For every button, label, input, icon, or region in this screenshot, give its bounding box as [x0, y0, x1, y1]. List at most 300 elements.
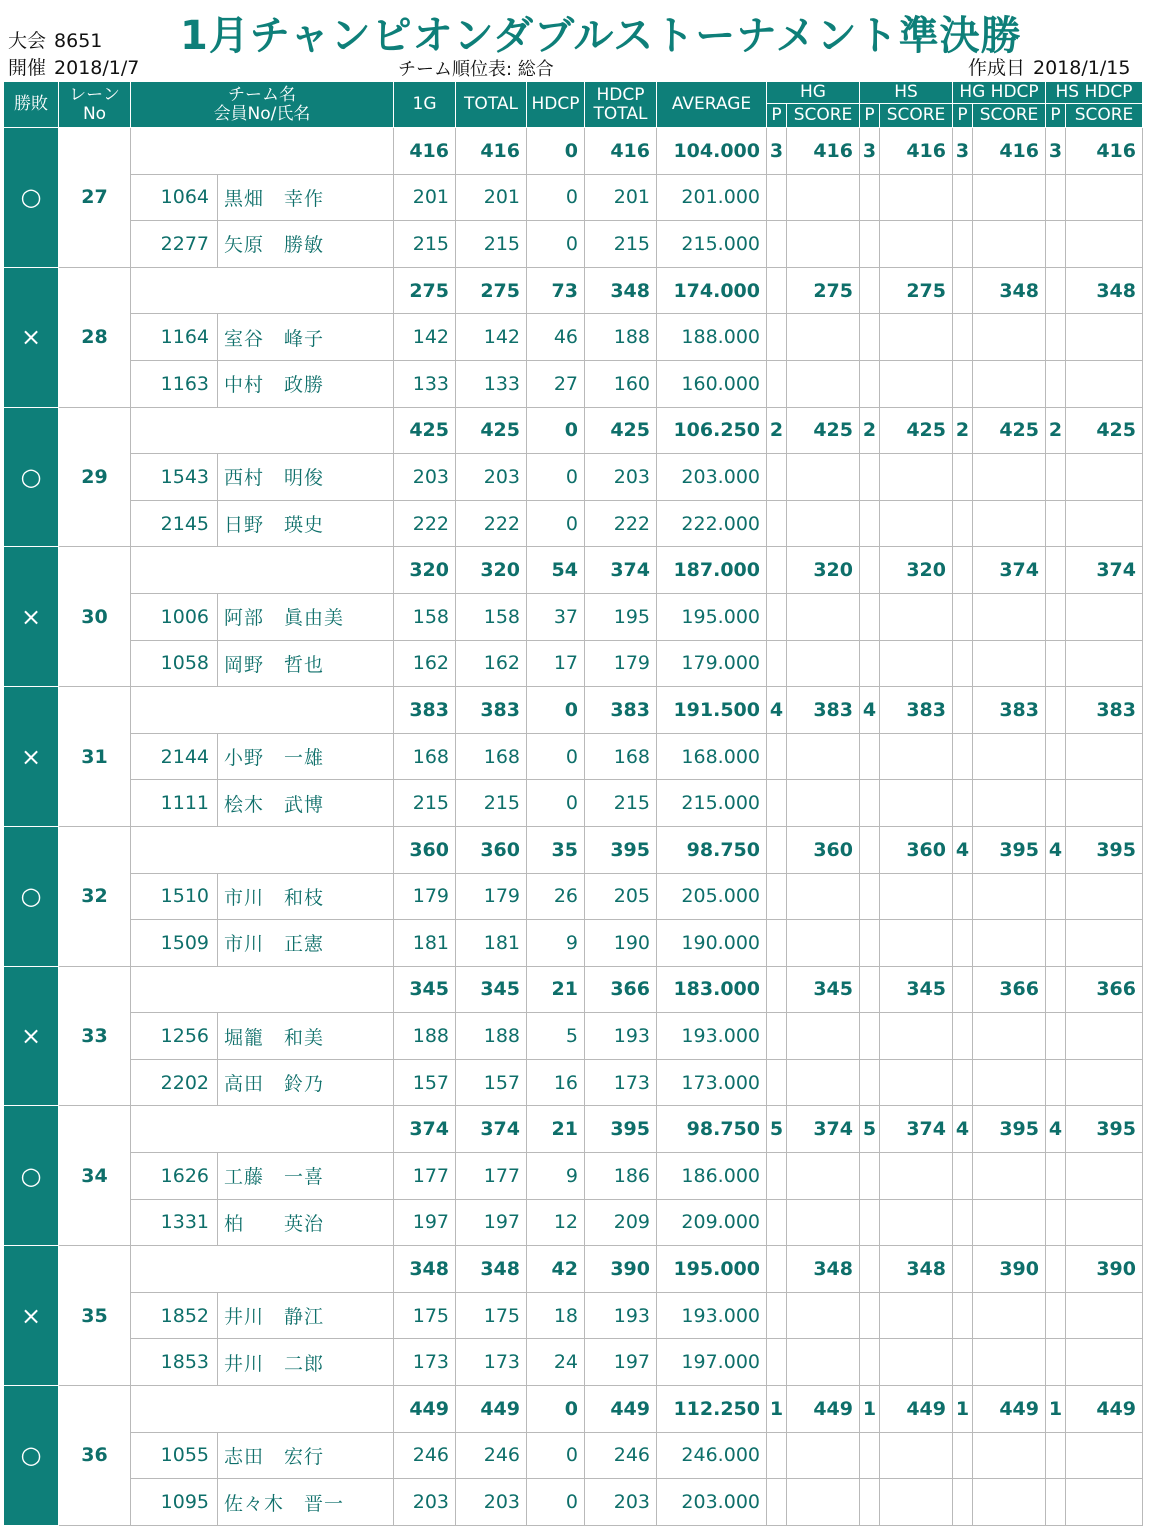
empty-cell [1066, 593, 1143, 640]
member-g1: 203 [394, 1479, 456, 1526]
member-total: 133 [456, 360, 527, 407]
team-hdcp-total: 395 [585, 826, 657, 873]
team-average: 174.000 [657, 267, 767, 314]
empty-cell [880, 1153, 953, 1200]
team-row [4, 1386, 1143, 1433]
team-hgh-score: 383 [973, 687, 1046, 734]
member-hdcp-total: 195 [585, 593, 657, 640]
team-g1: 449 [394, 1386, 456, 1433]
team-name-cell [131, 407, 394, 454]
team-hgh-p: 3 [953, 128, 973, 175]
member-row [4, 640, 1143, 687]
empty-cell [767, 1013, 787, 1060]
member-name: 柏 英治 [218, 1199, 394, 1246]
team-g1: 275 [394, 267, 456, 314]
team-hs-score: 383 [880, 687, 953, 734]
empty-cell [1046, 1339, 1066, 1386]
empty-cell [767, 733, 787, 780]
empty-cell [767, 1059, 787, 1106]
member-hdcp: 18 [527, 1292, 585, 1339]
empty-cell [973, 1339, 1046, 1386]
empty-cell [860, 1153, 880, 1200]
member-hdcp-total: 215 [585, 221, 657, 268]
team-hdcp: 21 [527, 1106, 585, 1153]
team-hsh-p: 1 [1046, 1386, 1066, 1433]
team-g1: 416 [394, 128, 456, 175]
empty-cell [1046, 1153, 1066, 1200]
member-g1: 179 [394, 873, 456, 920]
lane-number: 31 [59, 687, 131, 827]
team-hs-p [860, 547, 880, 594]
team-hsh-p [1046, 547, 1066, 594]
team-name-cell [131, 1106, 394, 1153]
event-info [8, 26, 102, 53]
empty-cell [1066, 174, 1143, 221]
team-hgh-p [953, 687, 973, 734]
member-g1: 215 [394, 221, 456, 268]
member-average: 246.000 [657, 1432, 767, 1479]
result-mark: × [4, 966, 59, 1106]
team-hgh-p [953, 966, 973, 1013]
member-total: 188 [456, 1013, 527, 1060]
sheet-name: チーム順位表: 総合 [398, 59, 554, 80]
empty-cell [1066, 1153, 1143, 1200]
table-body [4, 128, 1143, 1526]
empty-cell [953, 1059, 973, 1106]
empty-cell [1066, 920, 1143, 967]
team-hg-p: 3 [767, 128, 787, 175]
empty-cell [953, 1199, 973, 1246]
empty-cell [973, 1153, 1046, 1200]
empty-cell [1066, 1479, 1143, 1526]
member-total: 215 [456, 780, 527, 827]
col-lane: レーン No [59, 82, 131, 128]
empty-cell [953, 1292, 973, 1339]
team-hgh-score: 425 [973, 407, 1046, 454]
member-average: 179.000 [657, 640, 767, 687]
empty-cell [1066, 780, 1143, 827]
team-hgh-score: 390 [973, 1246, 1046, 1293]
empty-cell [1046, 174, 1066, 221]
empty-cell [860, 780, 880, 827]
team-name-cell [131, 1246, 394, 1293]
member-average: 201.000 [657, 174, 767, 221]
member-hdcp: 0 [527, 733, 585, 780]
member-hdcp: 0 [527, 1432, 585, 1479]
team-hsh-score: 390 [1066, 1246, 1143, 1293]
member-row [4, 1013, 1143, 1060]
member-hdcp-total: 193 [585, 1292, 657, 1339]
empty-cell [767, 174, 787, 221]
team-hsh-score: 395 [1066, 826, 1143, 873]
team-hsh-score: 348 [1066, 267, 1143, 314]
col-hs-score: SCORE [880, 104, 953, 128]
team-hdcp: 0 [527, 128, 585, 175]
team-hs-p: 3 [860, 128, 880, 175]
team-total: 320 [456, 547, 527, 594]
member-hdcp: 0 [527, 1479, 585, 1526]
empty-cell [767, 454, 787, 501]
empty-cell [860, 593, 880, 640]
team-total: 275 [456, 267, 527, 314]
team-average: 183.000 [657, 966, 767, 1013]
member-number: 2144 [131, 733, 218, 780]
lane-number: 27 [59, 128, 131, 268]
empty-cell [787, 221, 860, 268]
member-hdcp: 0 [527, 454, 585, 501]
lane-number: 35 [59, 1246, 131, 1386]
result-mark: ○ [4, 128, 59, 268]
empty-cell [1066, 873, 1143, 920]
team-hsh-score: 449 [1066, 1386, 1143, 1433]
member-g1: 197 [394, 1199, 456, 1246]
member-number: 1111 [131, 780, 218, 827]
empty-cell [860, 640, 880, 687]
empty-cell [1066, 1199, 1143, 1246]
member-hdcp-total: 190 [585, 920, 657, 967]
member-hdcp: 12 [527, 1199, 585, 1246]
team-hs-score: 360 [880, 826, 953, 873]
member-name: 黒畑 幸作 [218, 174, 394, 221]
empty-cell [1046, 314, 1066, 361]
result-mark: × [4, 267, 59, 407]
col-1g: 1G [394, 82, 456, 128]
member-g1: 157 [394, 1059, 456, 1106]
team-hs-score: 449 [880, 1386, 953, 1433]
empty-cell [860, 500, 880, 547]
team-g1: 348 [394, 1246, 456, 1293]
team-hg-p [767, 966, 787, 1013]
member-name: 矢原 勝敏 [218, 221, 394, 268]
member-name: 桧木 武博 [218, 780, 394, 827]
member-number: 1256 [131, 1013, 218, 1060]
team-hs-score: 425 [880, 407, 953, 454]
col-hg-hdcp-p: P [953, 104, 973, 128]
empty-cell [1046, 1479, 1066, 1526]
member-average: 215.000 [657, 780, 767, 827]
empty-cell [767, 314, 787, 361]
team-name-cell [131, 547, 394, 594]
member-hdcp-total: 193 [585, 1013, 657, 1060]
member-g1: 222 [394, 500, 456, 547]
member-hdcp: 27 [527, 360, 585, 407]
team-hdcp: 21 [527, 966, 585, 1013]
team-hg-p [767, 826, 787, 873]
member-hdcp: 17 [527, 640, 585, 687]
team-g1: 383 [394, 687, 456, 734]
empty-cell [860, 1339, 880, 1386]
empty-cell [1066, 733, 1143, 780]
lane-number: 29 [59, 407, 131, 547]
member-total: 177 [456, 1153, 527, 1200]
member-row [4, 314, 1143, 361]
col-average: AVERAGE [657, 82, 767, 128]
empty-cell [1066, 454, 1143, 501]
empty-cell [860, 1432, 880, 1479]
member-g1: 203 [394, 454, 456, 501]
member-row [4, 174, 1143, 221]
team-hgh-score: 348 [973, 267, 1046, 314]
team-name-cell [131, 128, 394, 175]
member-number: 1510 [131, 873, 218, 920]
empty-cell [787, 1292, 860, 1339]
empty-cell [860, 221, 880, 268]
team-row [4, 1106, 1143, 1153]
team-hdcp: 0 [527, 687, 585, 734]
team-hs-score: 345 [880, 966, 953, 1013]
empty-cell [860, 1292, 880, 1339]
member-hdcp-total: 246 [585, 1432, 657, 1479]
empty-cell [767, 1292, 787, 1339]
empty-cell [1046, 360, 1066, 407]
empty-cell [1046, 1292, 1066, 1339]
lane-number: 36 [59, 1386, 131, 1526]
team-row [4, 267, 1143, 314]
empty-cell [1046, 640, 1066, 687]
team-hg-p: 2 [767, 407, 787, 454]
member-g1: 246 [394, 1432, 456, 1479]
member-g1: 175 [394, 1292, 456, 1339]
member-hdcp-total: 203 [585, 1479, 657, 1526]
team-total: 348 [456, 1246, 527, 1293]
member-name: 工藤 一喜 [218, 1153, 394, 1200]
member-average: 168.000 [657, 733, 767, 780]
member-number: 1331 [131, 1199, 218, 1246]
member-hdcp: 26 [527, 873, 585, 920]
empty-cell [973, 1059, 1046, 1106]
member-hdcp-total: 215 [585, 780, 657, 827]
team-hgh-p: 4 [953, 1106, 973, 1153]
team-total: 416 [456, 128, 527, 175]
empty-cell [880, 873, 953, 920]
team-hdcp: 35 [527, 826, 585, 873]
member-number: 1055 [131, 1432, 218, 1479]
team-average: 191.500 [657, 687, 767, 734]
team-hdcp-total: 348 [585, 267, 657, 314]
empty-cell [1066, 500, 1143, 547]
empty-cell [787, 1339, 860, 1386]
team-hg-score: 425 [787, 407, 860, 454]
result-mark: ○ [4, 407, 59, 547]
result-mark: × [4, 547, 59, 687]
team-hsh-p [1046, 267, 1066, 314]
empty-cell [767, 1339, 787, 1386]
empty-cell [880, 780, 953, 827]
empty-cell [1066, 1059, 1143, 1106]
member-average: 215.000 [657, 221, 767, 268]
empty-cell [953, 640, 973, 687]
member-name: 市川 和枝 [218, 873, 394, 920]
team-hg-p: 4 [767, 687, 787, 734]
member-number: 1543 [131, 454, 218, 501]
team-average: 187.000 [657, 547, 767, 594]
member-number: 2277 [131, 221, 218, 268]
empty-cell [787, 1479, 860, 1526]
member-average: 173.000 [657, 1059, 767, 1106]
team-hdcp-total: 374 [585, 547, 657, 594]
team-hdcp-total: 395 [585, 1106, 657, 1153]
empty-cell [973, 1432, 1046, 1479]
member-g1: 162 [394, 640, 456, 687]
team-g1: 360 [394, 826, 456, 873]
member-hdcp: 0 [527, 174, 585, 221]
member-total: 158 [456, 593, 527, 640]
empty-cell [860, 733, 880, 780]
member-number: 1852 [131, 1292, 218, 1339]
member-row [4, 221, 1143, 268]
empty-cell [953, 920, 973, 967]
member-average: 203.000 [657, 454, 767, 501]
col-hs-hdcp: HS HDCP [1046, 82, 1143, 104]
empty-cell [787, 314, 860, 361]
empty-cell [767, 873, 787, 920]
col-team: チーム名 会員No/氏名 [131, 82, 394, 128]
event-number: 8651 [54, 30, 103, 52]
member-hdcp: 37 [527, 593, 585, 640]
empty-cell [1046, 873, 1066, 920]
empty-cell [1046, 1013, 1066, 1060]
member-average: 186.000 [657, 1153, 767, 1200]
member-hdcp: 24 [527, 1339, 585, 1386]
member-row [4, 920, 1143, 967]
member-hdcp-total: 201 [585, 174, 657, 221]
member-row [4, 873, 1143, 920]
empty-cell [1046, 920, 1066, 967]
empty-cell [880, 1199, 953, 1246]
team-row [4, 1246, 1143, 1293]
team-hsh-score: 366 [1066, 966, 1143, 1013]
created-date-info [968, 53, 1130, 80]
empty-cell [973, 593, 1046, 640]
team-row [4, 687, 1143, 734]
col-hg-p: P [767, 104, 787, 128]
member-total: 203 [456, 454, 527, 501]
team-row [4, 547, 1143, 594]
team-total: 345 [456, 966, 527, 1013]
empty-cell [787, 454, 860, 501]
lane-number: 34 [59, 1106, 131, 1246]
empty-cell [880, 1059, 953, 1106]
empty-cell [880, 1479, 953, 1526]
member-number: 1006 [131, 593, 218, 640]
member-g1: 158 [394, 593, 456, 640]
result-mark: × [4, 687, 59, 827]
team-ranking-table [3, 81, 1143, 1526]
team-hgh-p: 4 [953, 826, 973, 873]
empty-cell [787, 360, 860, 407]
empty-cell [973, 1292, 1046, 1339]
empty-cell [860, 360, 880, 407]
empty-cell [767, 1479, 787, 1526]
empty-cell [1046, 733, 1066, 780]
member-g1: 181 [394, 920, 456, 967]
team-hg-score: 320 [787, 547, 860, 594]
empty-cell [973, 733, 1046, 780]
member-hdcp: 0 [527, 780, 585, 827]
member-hdcp-total: 160 [585, 360, 657, 407]
empty-cell [880, 454, 953, 501]
team-hs-p [860, 267, 880, 314]
empty-cell [973, 174, 1046, 221]
member-g1: 142 [394, 314, 456, 361]
empty-cell [973, 873, 1046, 920]
empty-cell [1066, 314, 1143, 361]
team-hg-score: 275 [787, 267, 860, 314]
empty-cell [953, 1013, 973, 1060]
team-hdcp-total: 383 [585, 687, 657, 734]
col-hdcp-total: HDCP TOTAL [585, 82, 657, 128]
team-hsh-p [1046, 687, 1066, 734]
empty-cell [973, 920, 1046, 967]
empty-cell [953, 221, 973, 268]
member-total: 162 [456, 640, 527, 687]
team-total: 449 [456, 1386, 527, 1433]
created-date: 2018/1/15 [1033, 57, 1131, 79]
empty-cell [953, 873, 973, 920]
empty-cell [1066, 1339, 1143, 1386]
empty-cell [1046, 454, 1066, 501]
team-g1: 345 [394, 966, 456, 1013]
member-total: 168 [456, 733, 527, 780]
member-g1: 201 [394, 174, 456, 221]
team-hdcp: 73 [527, 267, 585, 314]
team-hs-score: 416 [880, 128, 953, 175]
member-average: 188.000 [657, 314, 767, 361]
member-hdcp-total: 188 [585, 314, 657, 361]
col-hs-hdcp-score: SCORE [1066, 104, 1143, 128]
member-hdcp-total: 209 [585, 1199, 657, 1246]
held-date-label: 開催 [8, 57, 47, 79]
team-hsh-p: 3 [1046, 128, 1066, 175]
empty-cell [787, 873, 860, 920]
empty-cell [973, 314, 1046, 361]
member-name: 高田 鈴乃 [218, 1059, 394, 1106]
member-row [4, 733, 1143, 780]
empty-cell [953, 1153, 973, 1200]
member-hdcp-total: 179 [585, 640, 657, 687]
empty-cell [767, 593, 787, 640]
member-average: 222.000 [657, 500, 767, 547]
member-total: 215 [456, 221, 527, 268]
team-name-cell [131, 267, 394, 314]
team-hg-score: 416 [787, 128, 860, 175]
empty-cell [880, 593, 953, 640]
team-hgh-p: 1 [953, 1386, 973, 1433]
team-g1: 374 [394, 1106, 456, 1153]
empty-cell [880, 920, 953, 967]
empty-cell [973, 640, 1046, 687]
empty-cell [860, 1199, 880, 1246]
team-hs-score: 348 [880, 1246, 953, 1293]
member-hdcp-total: 222 [585, 500, 657, 547]
member-hdcp-total: 203 [585, 454, 657, 501]
empty-cell [787, 780, 860, 827]
team-hg-p: 1 [767, 1386, 787, 1433]
empty-cell [1046, 500, 1066, 547]
member-number: 1163 [131, 360, 218, 407]
empty-cell [767, 221, 787, 268]
member-hdcp-total: 205 [585, 873, 657, 920]
member-row [4, 780, 1143, 827]
empty-cell [787, 1432, 860, 1479]
team-hg-score: 345 [787, 966, 860, 1013]
team-average: 104.000 [657, 128, 767, 175]
empty-cell [1046, 780, 1066, 827]
empty-cell [880, 733, 953, 780]
team-hgh-p [953, 267, 973, 314]
member-row [4, 1059, 1143, 1106]
empty-cell [1046, 221, 1066, 268]
